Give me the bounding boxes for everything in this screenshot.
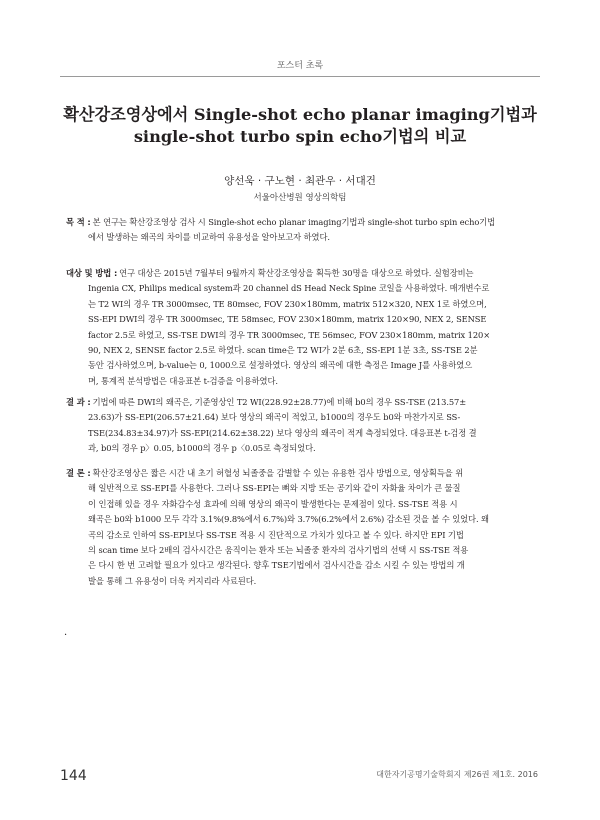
text-line: 발을 통해 그 유용성이 더욱 커지리라 사료된다.: [88, 575, 257, 586]
text-line: 본 연구는 확산강조영상 검사 시 Single-shot echo planar imaging기법과 single-shot turbo spin echo기법: [92, 217, 496, 227]
stray-dot: ·: [64, 630, 68, 641]
section-header: 포스터 초록: [276, 61, 324, 71]
section-label: 목 적 :: [66, 217, 91, 227]
text-line: 곡의 감소로 인하여 SS-EPI보다 SS-TSE 적용 시 진단적으로 가치가 있다고 볼 수 있다. 하지만 EPI 기법: [88, 529, 464, 540]
text-line: 며, 통계적 분석방법은 대응표본 t-검증을 이용하였다.: [88, 375, 278, 386]
text-line: TSE(234.83±34.97)가 SS-EPI(214.62±38.22) 보다 영상의 왜곡이 적게 측정되었다. 대응표본 t-검정 결: [88, 427, 477, 438]
text-line: factor 2.5로 하였고, SS-TSE DWI의 경우 TR 3000msec, TE 56msec, FOV 230×180mm, matrix 120×: [88, 329, 491, 340]
authors: 양선욱 · 구노현 · 최관우 · 서대건: [224, 175, 376, 187]
text-line: 왜곡은 b0와 b1000 모두 각각 3.1%(9.8%에서 6.7%)와 3.7%(6.2%에서 2.6%) 감소된 것을 볼 수 있었다. 왜: [88, 514, 489, 525]
text-line: 은 다시 한 번 고려할 필요가 있다고 생각된다. 향후 TSE기법에서 검사시간을 감소 시킬 수 있는 방법의 개: [88, 560, 465, 571]
section-results: [66, 395, 540, 457]
text-line: Ingenia CX, Philips medical system과 20 channel dS Head Neck Spine 코일을 사용하였다. 매개변수로: [88, 283, 490, 294]
section-label: 결 과 :: [66, 397, 91, 407]
title-line-2: single-shot turbo spin echo기법의 비교: [133, 127, 467, 146]
title-line-1: 확산강조영상에서 Single-shot echo planar imaging기법과: [63, 105, 537, 124]
text-line: 과, b0의 경우 p〉0.05, b1000의 경우 p〈0.05로 측정되었다.: [88, 443, 316, 454]
text-line: 90, NEX 2, SENSE factor 2.5로 하였다. scan time은 T2 WI가 2분 6초, SS-EPI 1분 3초, SS-TSE 2분: [88, 345, 478, 356]
text-line: 해 일반적으로 SS-EPI를 사용한다. 그러나 SS-EPI는 뼈와 지방 또는 공기와 같이 자화율 차이가 큰 물질: [88, 483, 461, 494]
affiliation: 서울아산병원 영상의학팀: [253, 193, 347, 203]
text-line: 는 T2 WI의 경우 TR 3000msec, TE 80msec, FOV 230×180mm, matrix 512×320, NEX 1로 하였으며,: [88, 298, 487, 309]
text-line: 동안 검사하였으며, b-value는 0, 1000으로 설정하였다. 영상의 왜곡에 대한 측정은 Image J를 사용하였으: [88, 360, 473, 371]
section-label: 대상 및 방법 :: [66, 268, 118, 278]
text-line: 기법에 따른 DWI의 왜곡은, 기준영상인 T2 WI(228.92±28.77)에 비해 b0의 경우 SS-TSE (213.57±: [92, 397, 467, 407]
text-line: 의 scan time 보다 2배의 검사시간은 움직이는 환자 또는 뇌졸중 환자의 검사기법의 선택 시 SS-TSE 적용: [88, 545, 469, 556]
text-line: 확산강조영상은 짧은 시간 내 초기 허혈성 뇌졸중을 감별할 수 있는 유용한 검사 방법으로, 영상획득을 위: [92, 468, 464, 478]
text-line: SS-EPI DWI의 경우 TR 3000msec, TE 58msec, FOV 230×180mm, matrix 120×90, NEX 2, SENSE: [88, 314, 487, 325]
page-number: 144: [60, 768, 87, 784]
text-line: 에서 발생하는 왜곡의 차이를 비교하여 유용성을 알아보고자 하였다.: [88, 232, 330, 243]
section-methods: [66, 266, 540, 389]
section-conclusion: [66, 466, 540, 589]
paper-title: [60, 104, 540, 148]
header-divider: [60, 76, 540, 77]
section-label: 결 론 :: [66, 468, 91, 478]
text-line: 연구 대상은 2015년 7월부터 9월까지 확산강조영상을 획득한 30명을 대상으로 하였다. 실험장비는: [119, 268, 474, 278]
journal-citation: 대한자기공명기술학회지 제26권 제1호. 2016: [376, 770, 538, 779]
section-purpose: [66, 215, 540, 246]
text-line: 23.63)가 SS-EPI(206.57±21.64) 보다 영상의 왜곡이 적었고, b1000의 경우도 b0와 마찬가지로 SS-: [88, 412, 461, 423]
text-line: 이 인접해 있을 경우 자화감수성 효과에 의해 영상의 왜곡이 발생한다는 문제점이 있다. SS-TSE 적용 시: [88, 498, 458, 509]
